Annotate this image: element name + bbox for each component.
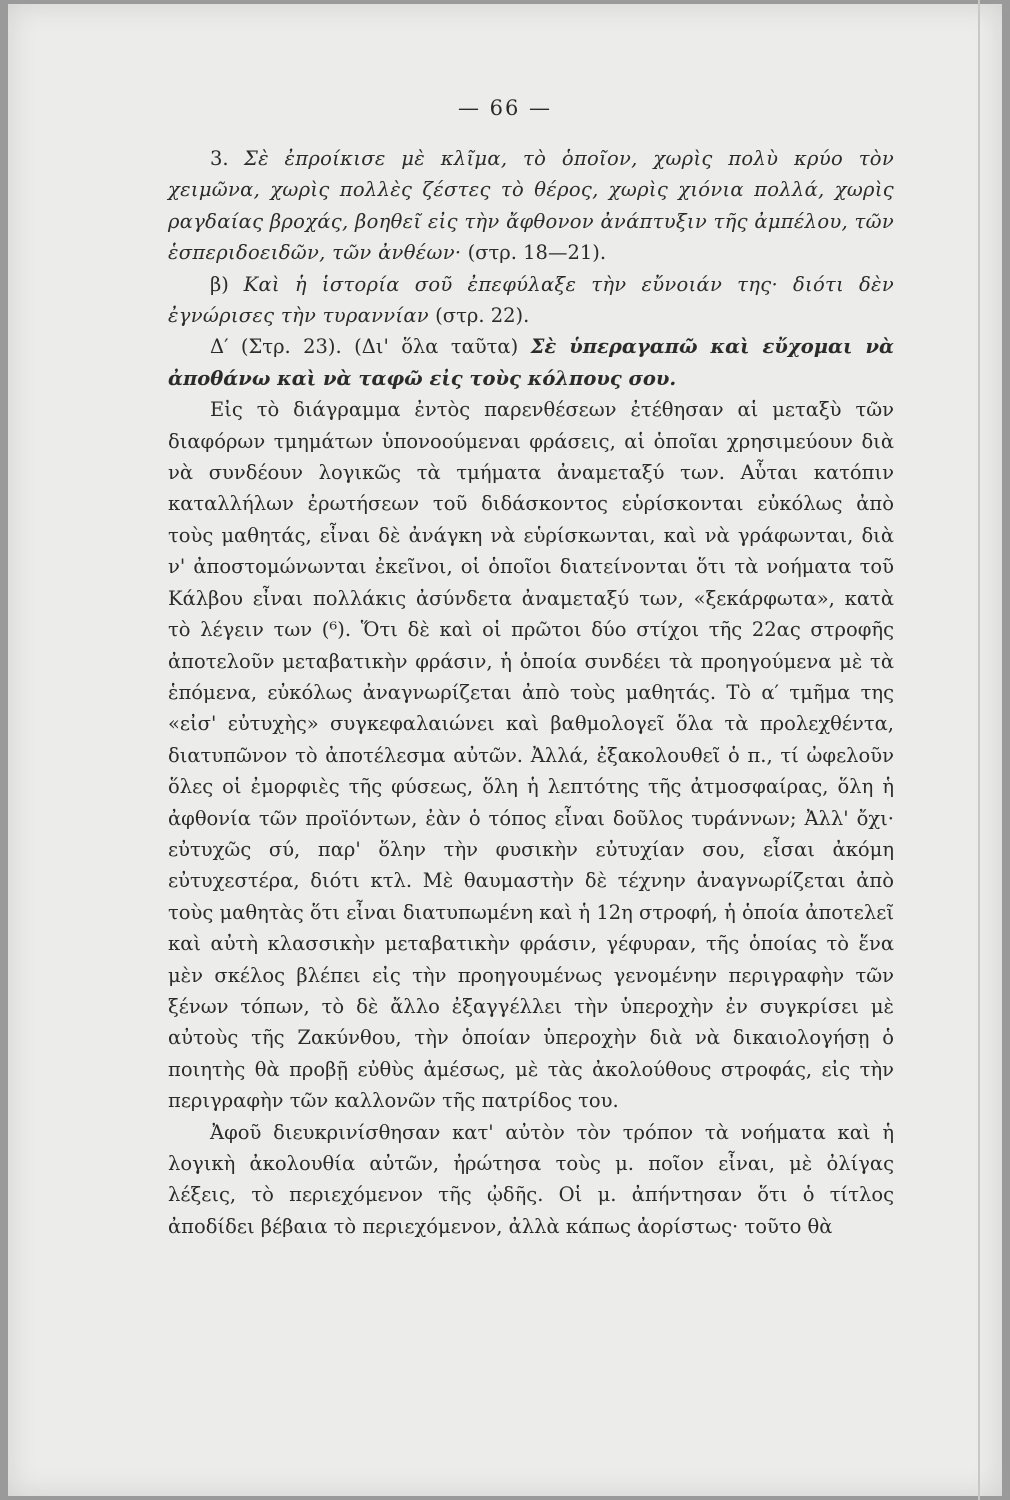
page-number: — 66 — — [457, 96, 553, 120]
paragraph-b-italic: Καὶ ἡ ἱστορία σοῦ ἐπεφύλαξε τὴν εὔνοιάν της· διότι δὲν ἐγνώρισες τὴν τυραννίαν — [168, 272, 894, 328]
paragraph-after: Ἀφοῦ διευκρινίσθησαν κατ' αὐτὸν τὸν τρόπον τὰ νοήματα καὶ ἡ λογικὴ ἀκολουθία αὐτῶν, ἠρώτησα τοὺς μ. ποῖον εἶναι, μὲ ὀλίγας λέξεις, τὸ περιεχόμενον τῆς ᾠδῆς. Οἱ μ. ἀπήντησαν ὅτι ὁ τίτλος ἀποδίδει βέβαια τὸ περιεχόμενον, ἀλλὰ κάπως ἀορίστως· τοῦτο θὰ — [168, 1120, 894, 1238]
paragraph-diagram: Εἰς τὸ διάγραμμα ἐντὸς παρενθέσεων ἐτέθησαν αἱ μεταξὺ τῶν διαφόρων τμημάτων ὑπονοούμεναι φράσεις, αἱ ὁποῖαι χρησιμεύουν διὰ νὰ συνδέουν λογικῶς τὰ τμήματα ἀναμεταξύ των. Αὗται κατόπιν καταλλήλων ἐρωτήσεων τοῦ διδάσκοντος εὑρίσκονται εὐκόλως ἀπὸ τοὺς μαθητάς, εἶναι δὲ ἀνάγκη νὰ εὑρίσκωνται, καὶ νὰ γράφωνται, διὰ ν' ἀποστομώνωνται ἐκεῖνοι, οἱ ὁποῖοι διατείνονται ὅτι τὰ νοήματα τοῦ Κάλβου εἶναι πολλάκις ἀσύνδετα ἀναμεταξύ των, «ξεκάρφωτα», κατὰ τὸ λέγειν των (⁶). Ὅτι δὲ καὶ οἱ πρῶτοι δύο στίχοι τῆς 22ας στροφῆς ἀποτελοῦν μεταβατικὴν φράσιν, ἡ ὁποία συνδέει τὰ προηγούμενα μὲ τὰ ἑπόμενα, εὐκόλως ἀναγνωρίζεται ἀπὸ τοὺς μαθητάς. Τὸ α′ τμῆμα της «εἰσ' εὐτυχὴς» συγκεφαλαιώνει καὶ βαθμολογεῖ ὅλα τὰ προλεχθέντα, διατυπῶνον τὸ ἀποτέλεσμα αὐτῶν. Ἀλλά, ἐξακολουθεῖ ὁ π., τί ὠφελοῦν ὅλες οἱ ἐμορφιὲς τῆς φύσεως, ὅλη ἡ λεπτότης τῆς ἀτμοσφαίρας, ὅλη ἡ ἀφθονία τῶν προϊόντων, ἐὰν ὁ τόπος εἶναι δοῦλος τυράννων; Ἀλλ' ὄχι· εὐτυχῶς σύ, παρ' ὅλην τὴν φυσικὴν εὐτυχίαν σου, εἶσαι ἀκόμη εὐτυχεστέρα, διότι κτλ. Μὲ θαυμαστὴν δὲ τέχνην ἀναγνωρίζεται ἀπὸ τοὺς μαθητὰς ὅτι εἶναι διατυπωμένη καὶ ἡ 12η στροφή, ἡ ὁποία ἀποτελεῖ καὶ αὐτὴ κλασσικὴν μεταβατικὴν φράσιν, γέφυραν, τῆς ὁποίας τὸ ἕνα μὲν σκέλος βλέπει εἰς τὴν προηγουμένως γενομένην περιγραφὴν τῶν ξένων τόπων, τὸ δὲ ἄλλο ἐξαγγέλλει τὴν ὑπεροχὴν ἐν συγκρίσει μὲ αὐτοὺς τῆς Ζακύνθου, τὴν ὁποίαν ὑπεροχὴν διὰ νὰ δικαιολογήσῃ ὁ ποιητὴς θὰ προβῇ εὐθὺς ἀμέσως, μὲ τὰς ἀκολούθους στροφάς, εἰς τὴν περιγραφὴν τῶν καλλονῶν τῆς πατρίδος του. — [168, 398, 894, 1113]
paragraph-3-italic: Σὲ ἐπροίκισε μὲ κλῖμα, τὸ ὁποῖον, χωρὶς πολὺ κρύο τὸν χειμῶνα, χωρὶς πολλὲς ζέστες τὸ θέρος, χωρὶς χιόνια πολλά, χωρὶς ραγδαίας βροχάς, βοηθεῖ εἰς τὴν ἄφθονον ἀνάπτυξιν τῆς ἀμπέλου, τῶν ἑσπεριδοειδῶν, τῶν ἀνθέων· — [168, 147, 894, 265]
paragraph-3-reference: (στρ. 18—21). — [461, 241, 607, 265]
paragraph-d — [168, 331, 894, 394]
paragraph-3 — [168, 143, 894, 269]
paragraph-d-lead: Δ′ (Στρ. 23). (Δι' ὅλα ταῦτα) — [210, 335, 531, 359]
paragraph-d-italic: Σὲ ὑπεραγαπῶ καὶ εὔχομαι νὰ ἀποθάνω καὶ νὰ ταφῶ εἰς τοὺς κόλπους σου. — [168, 335, 894, 390]
paragraph-b — [168, 269, 894, 332]
paragraph-b-label: β) — [210, 272, 244, 296]
paragraph-b-reference: (στρ. 22). — [428, 304, 530, 328]
page-body — [168, 143, 894, 1242]
page-fold-shadow — [978, 0, 980, 1500]
paragraph-3-number: 3. — [210, 147, 244, 170]
